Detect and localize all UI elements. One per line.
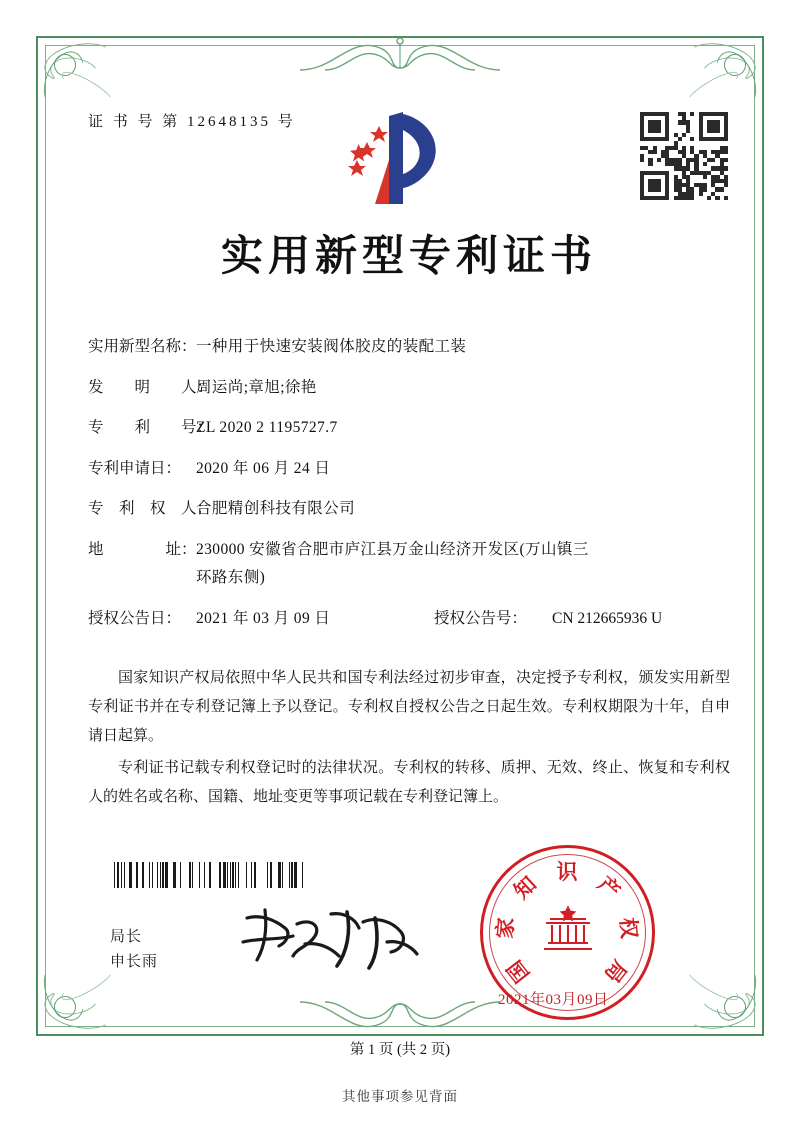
- field-row-grant: [88, 611, 730, 627]
- field-value-grant-number: CN 212665936 U: [552, 609, 663, 627]
- certificate-number: 证 书 号 第 12648135 号: [88, 114, 296, 130]
- field-label: 地 址：: [88, 540, 197, 558]
- seal-character: 局: [599, 956, 632, 988]
- address-line-1: 230000 安徽省合肥市庐江县万金山经济开发区(万山镇三: [196, 540, 589, 558]
- page-title: 实用新型专利证书: [220, 234, 597, 280]
- flourish-bottom-center: [295, 998, 505, 1042]
- seal-date: 2021年03月09日: [498, 992, 609, 1008]
- field-value-grant-date: 2021 年 03 月 09 日: [196, 609, 331, 627]
- seal-character: 产: [593, 871, 625, 904]
- seal-character: 权: [615, 916, 642, 940]
- field-label-grant-number: 授权公告号：: [434, 609, 528, 627]
- paragraph-1: 国家知识产权局依照中华人民共和国专利法经过初步审查，决定授予专利权，颁发实用新型专利证书并在专利登记簿上予以登记。专利权自授权公告之日起生效。专利权期限为十年，自申请日起算。: [88, 670, 730, 744]
- page-number: 第 1 页 (共 2 页): [349, 1042, 451, 1058]
- signature-name: 申长雨: [110, 954, 159, 970]
- field-value: 一种用于快速安装阀体胶皮的装配工装: [196, 338, 467, 355]
- seal-character: 知: [509, 871, 541, 904]
- field-value: ZL 2020 2 1195727.7: [196, 419, 338, 436]
- seal-character: 家: [492, 916, 519, 940]
- signature-role: 局长: [110, 929, 143, 945]
- field-row-patent-number: [88, 420, 730, 436]
- field-value: 周运尚;章旭;徐艳: [196, 378, 317, 396]
- field-list: [88, 339, 730, 626]
- signature-block: [110, 925, 158, 975]
- field-row-address: [88, 542, 730, 586]
- address-line-2: 环路东侧): [196, 569, 266, 586]
- field-value-multiline: [196, 542, 730, 586]
- field-value: 2020 年 06 月 24 日: [196, 459, 331, 477]
- field-label: 专利申请日：: [88, 459, 182, 477]
- seal-character: 识: [556, 859, 578, 884]
- seal-emblem-icon: [536, 899, 600, 963]
- field-row-inventors: [88, 380, 730, 396]
- paragraph-2: 专利证书记载专利权登记时的法律状况。专利权的转移、质押、无效、终止、恢复和专利权人的姓名或名称、国籍、地址变更等事项记载在专利登记簿上。: [88, 760, 730, 805]
- field-label: 专 利 权 人：: [88, 500, 213, 517]
- field-label: 实用新型名称：: [88, 338, 197, 355]
- field-label: 专 利 号：: [88, 419, 213, 436]
- field-row-patentee: [88, 501, 730, 517]
- legal-text: [88, 664, 730, 812]
- handwritten-signature-icon: [235, 898, 425, 978]
- barcode-icon: [110, 862, 305, 888]
- footnote: 其他事项参见背面: [342, 1089, 458, 1104]
- seal-character: 国: [502, 956, 535, 988]
- flourish-top-center: [295, 30, 505, 74]
- field-label-grant-date: 授权公告日：: [88, 609, 182, 627]
- field-label: 发 明 人：: [88, 378, 213, 396]
- field-value: 合肥精创科技有限公司: [196, 500, 356, 517]
- field-row-application-date: [88, 461, 730, 477]
- certificate-content: [88, 110, 730, 815]
- field-row-name: [88, 339, 730, 355]
